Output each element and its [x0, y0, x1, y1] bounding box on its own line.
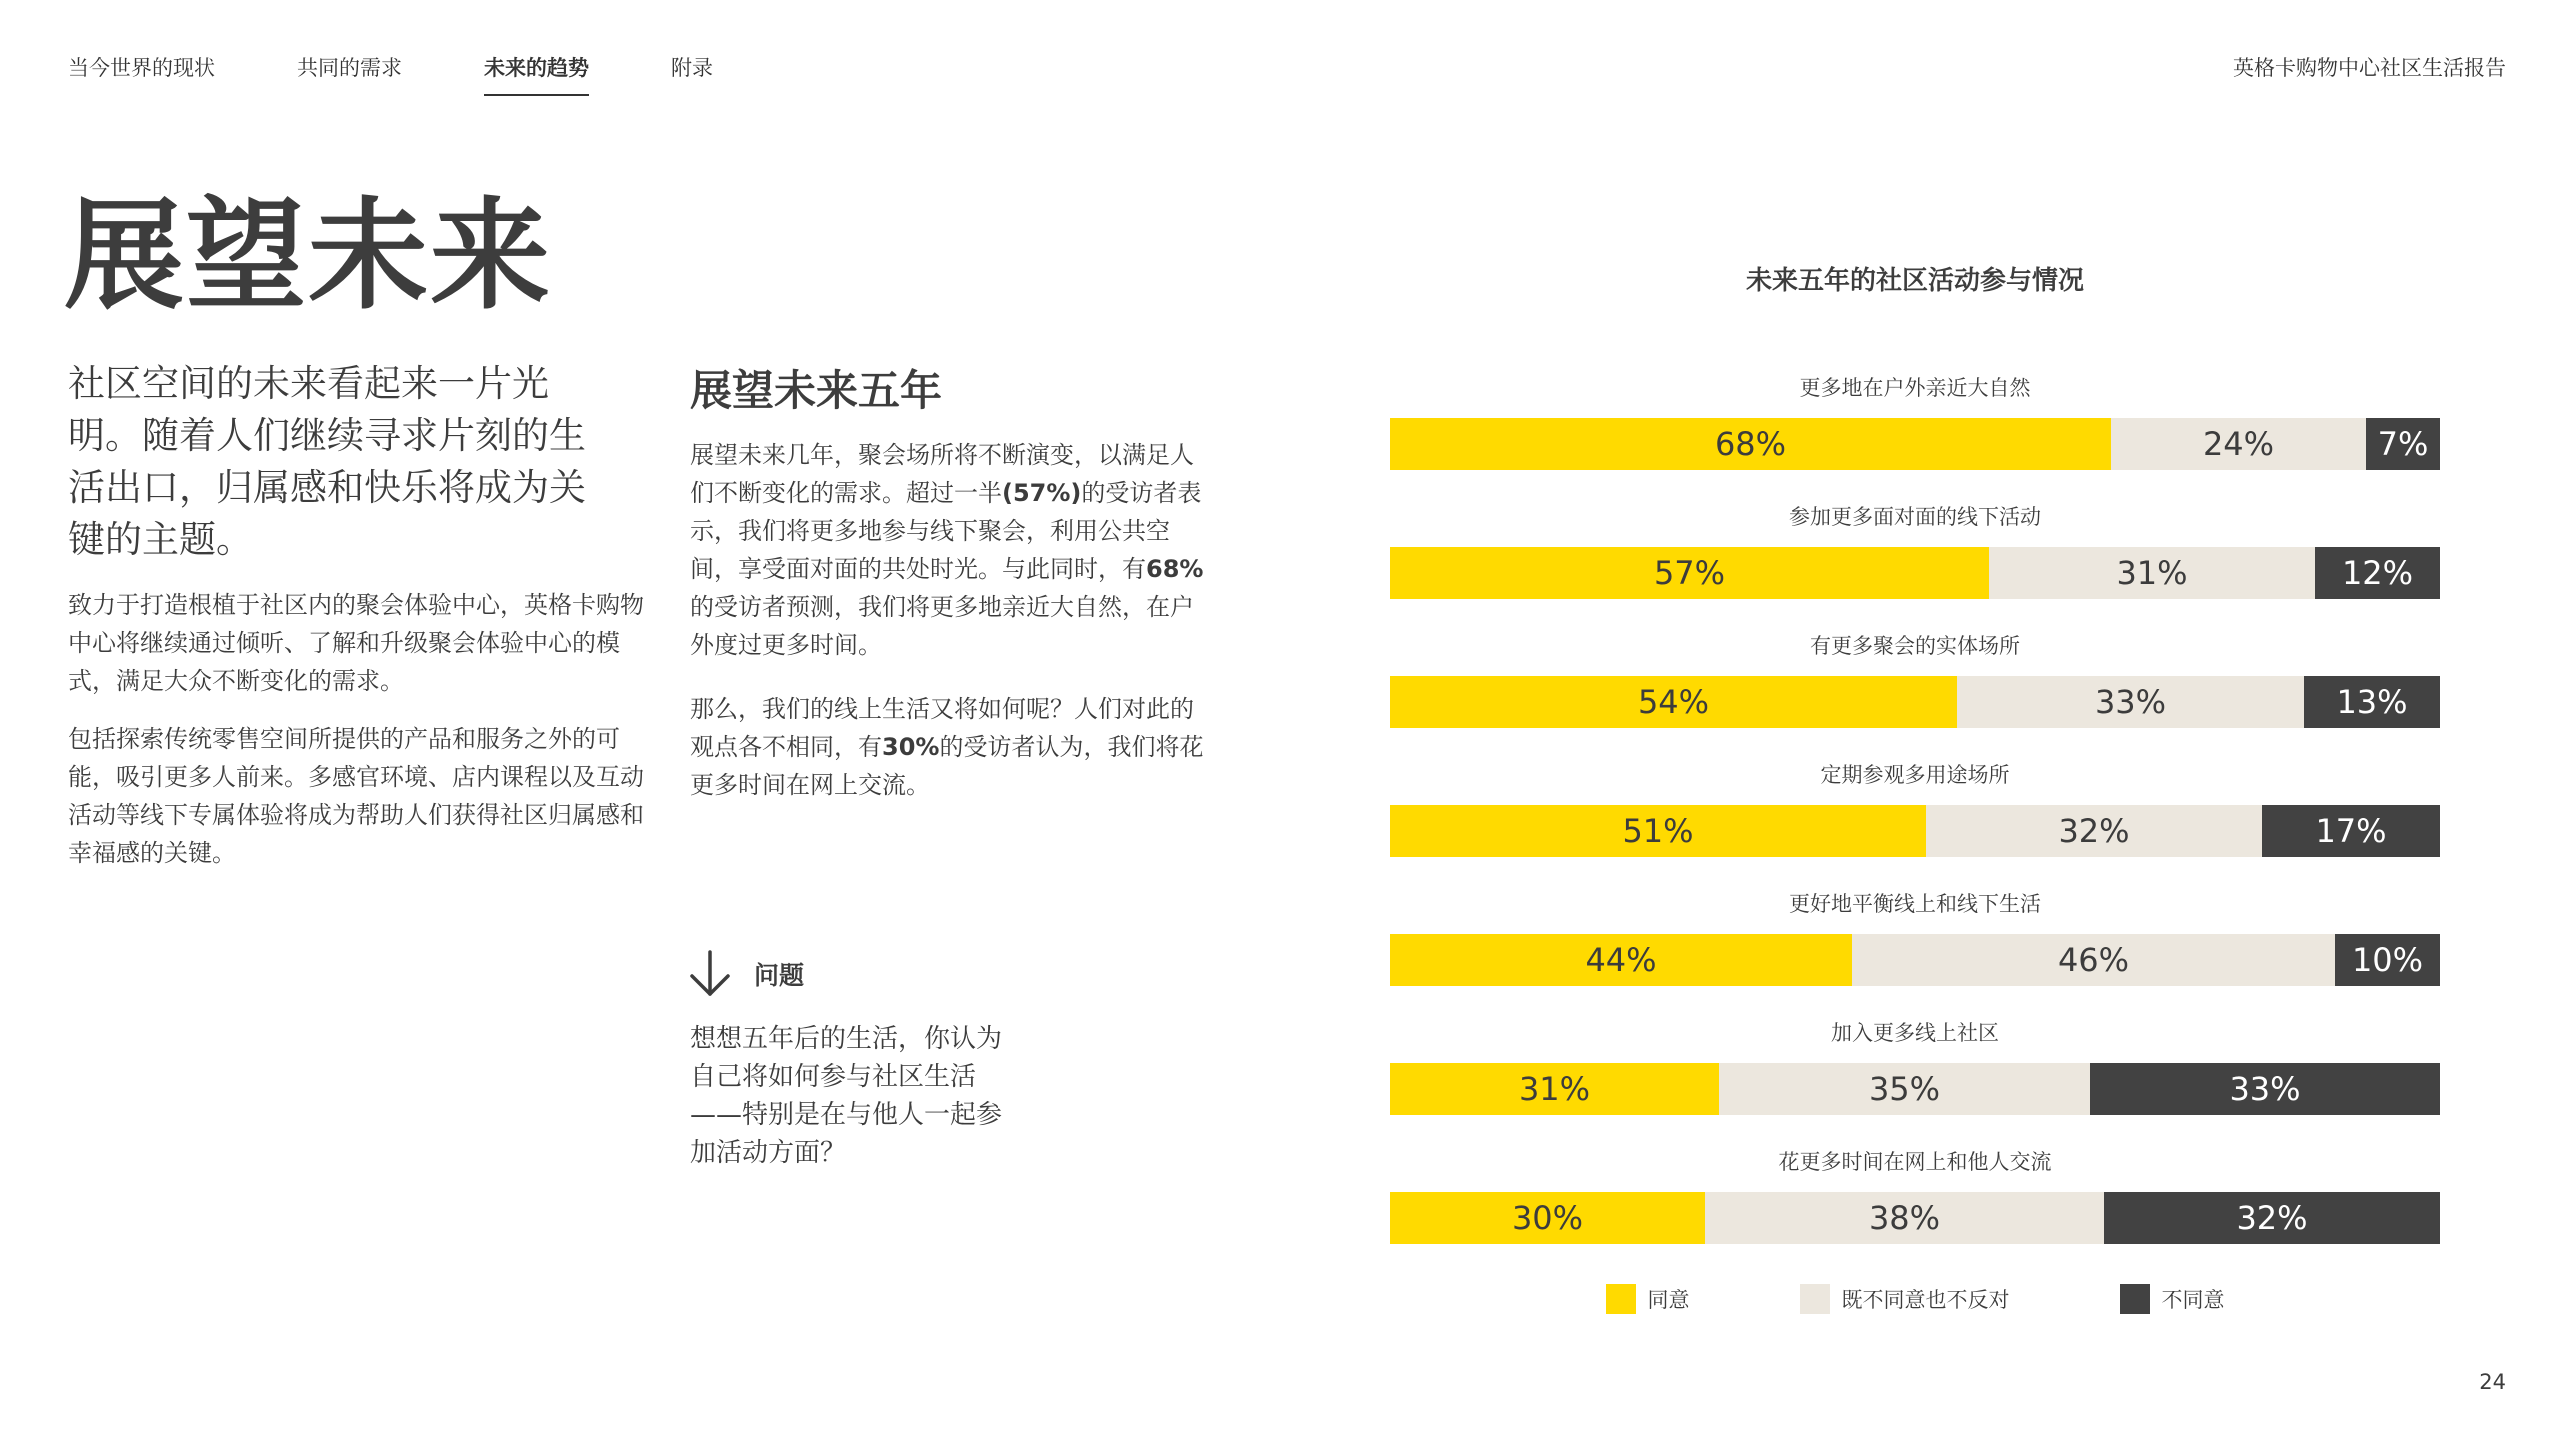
bar-segment-agree: [1390, 934, 1852, 986]
body-paragraph-2: 包括探索传统零售空间所提供的产品和服务之外的可能，吸引更多人前来。多感官环境、店内课程以及互动活动等线下专属体验将成为帮助人们获得社区归属感和幸福感的关键。: [68, 725, 644, 867]
bar-segment-agree: [1390, 1192, 1705, 1244]
legend-item-neutral: [1800, 1284, 2010, 1314]
text-run: 展望未来几年，聚会场所将不断演变，以满足人们不断变化的需求。超过一半: [690, 441, 1194, 507]
legend-label-agree: 同意: [1647, 1288, 1690, 1312]
bar-segment-disagree: [2304, 676, 2440, 728]
stacked-bar: [1390, 1192, 2440, 1244]
bar-segment-neutral: [1852, 934, 2335, 986]
bar-category-label: 定期参观多用途场所: [1820, 763, 2010, 787]
highlight-stat: 68%: [1146, 555, 1204, 583]
section-paragraph-1: [690, 436, 1210, 664]
bar-value-label: 7%: [2377, 425, 2429, 463]
bar-segment-neutral: [1705, 1192, 2104, 1244]
text-run: 那么，我们的线上生活又将如何呢？人们对此的观点各不相同，有: [690, 695, 1194, 761]
bar-value-label: 17%: [2315, 812, 2387, 850]
bar-value-label: 32%: [2058, 812, 2130, 850]
bar-value-label: 10%: [2351, 941, 2424, 979]
bar-segment-agree: [1390, 805, 1926, 857]
bar-segment-neutral: [1957, 676, 2304, 728]
question-label: 问题: [754, 961, 805, 990]
bar-category-label: 加入更多线上社区: [1831, 1021, 1999, 1045]
bar-segment-agree: [1390, 418, 2111, 470]
lead-paragraph: 社区空间的未来看起来一片光明。随着人们继续寻求片刻的生活出口，归属感和快乐将成为关键的主题。: [68, 362, 586, 561]
nav-tab-appendix[interactable]: 附录: [671, 56, 713, 80]
bar-category-label: 参加更多面对面的线下活动: [1789, 505, 2041, 529]
bar-value-label: 44%: [1585, 941, 1657, 979]
bar-value-label: 46%: [2057, 941, 2130, 979]
bar-segment-neutral: [1719, 1063, 2090, 1115]
bar-category-label: 更好地平衡线上和线下生活: [1789, 892, 2041, 916]
text-run: 的受访者预测，我们将更多地亲近大自然，在户外度过更多时间。: [690, 593, 1194, 659]
bar-category-label: 更多地在户外亲近大自然: [1799, 376, 2031, 400]
bar-value-label: 54%: [1637, 683, 1710, 721]
legend-label-neutral: 既不同意也不反对: [1841, 1288, 2010, 1312]
legend-item-disagree: [2120, 1284, 2225, 1314]
section-nav: [68, 52, 795, 96]
report-title: 英格卡购物中心社区生活报告: [2233, 56, 2506, 80]
section-heading: 展望未来五年: [690, 366, 943, 415]
bar-segment-disagree: [2090, 1063, 2440, 1115]
legend-item-agree: [1606, 1284, 1690, 1314]
bar-segment-disagree: [2104, 1192, 2440, 1244]
bar-value-label: 38%: [1868, 1199, 1941, 1237]
stacked-bar-chart: [1390, 250, 2440, 1330]
bar-segment-neutral: [2111, 418, 2366, 470]
section-paragraph-2: [690, 690, 1210, 804]
bar-segment-agree: [1390, 676, 1957, 728]
bar-value-label: 31%: [2116, 554, 2188, 592]
bar-segment-agree: [1390, 1063, 1719, 1115]
bar-segment-agree: [1390, 547, 1989, 599]
highlight-stat: (57%): [1002, 479, 1082, 507]
text-run: 的受访者表示，我们将更多地参与线下聚会，利用公共空间，享受面对面的共处时光。与此同时，有: [690, 479, 1202, 583]
bar-value-label: 31%: [1518, 1070, 1591, 1108]
page-title: 展望未来: [64, 187, 552, 326]
bar-value-label: 51%: [1622, 812, 1694, 850]
bar-value-label: 57%: [1653, 554, 1726, 592]
question-text: 想想五年后的生活，你认为自己将如何参与社区生活——特别是在与他人一起参加活动方面？: [690, 1024, 1003, 1168]
bar-segment-neutral: [1926, 805, 2262, 857]
stacked-bar: [1390, 547, 2440, 599]
body-paragraph-1: 致力于打造根植于社区内的聚会体验中心，英格卡购物中心将继续通过倾听、了解和升级聚会体验中心的模式，满足大众不断变化的需求。: [68, 591, 644, 695]
bar-value-label: 13%: [2336, 683, 2408, 721]
bar-segment-neutral: [1989, 547, 2315, 599]
bar-value-label: 33%: [2229, 1070, 2301, 1108]
chart-title: 未来五年的社区活动参与情况: [1745, 266, 2084, 296]
nav-tab-current-world[interactable]: 当今世界的现状: [68, 56, 215, 80]
stacked-bar: [1390, 934, 2440, 986]
bar-value-label: 12%: [2341, 554, 2414, 592]
bar-segment-disagree: [2262, 805, 2440, 857]
arrow-down-icon: [684, 948, 736, 1000]
nav-tab-future-trends[interactable]: 未来的趋势: [484, 52, 589, 96]
bar-value-label: 32%: [2236, 1199, 2308, 1237]
text-run: 的受访者认为，我们将花更多时间在网上交流。: [690, 733, 1204, 799]
bar-value-label: 24%: [2202, 425, 2275, 463]
stacked-bar: [1390, 1063, 2440, 1115]
bar-value-label: 35%: [1868, 1070, 1941, 1108]
legend-swatch-agree: [1606, 1284, 1636, 1314]
question-header: [684, 948, 804, 1000]
bar-value-label: 33%: [2094, 683, 2167, 721]
stacked-bar: [1390, 676, 2440, 728]
bar-segment-disagree: [2335, 934, 2440, 986]
bar-value-label: 30%: [1511, 1199, 1584, 1237]
nav-tab-shared-needs[interactable]: 共同的需求: [297, 56, 402, 80]
legend-label-disagree: 不同意: [2161, 1288, 2225, 1312]
bar-category-label: 有更多聚会的实体场所: [1810, 634, 2020, 658]
highlight-stat: 30%: [882, 733, 940, 761]
bar-value-label: 68%: [1714, 425, 1787, 463]
bar-segment-disagree: [2366, 418, 2440, 470]
legend-swatch-neutral: [1800, 1284, 1830, 1314]
stacked-bar: [1390, 418, 2440, 470]
bar-category-label: 花更多时间在网上和他人交流: [1778, 1150, 2052, 1174]
stacked-bar: [1390, 805, 2440, 857]
bar-segment-disagree: [2315, 547, 2440, 599]
legend-swatch-disagree: [2120, 1284, 2150, 1314]
page-number: 24: [2479, 1370, 2506, 1394]
chart-legend: [1390, 1284, 2440, 1314]
